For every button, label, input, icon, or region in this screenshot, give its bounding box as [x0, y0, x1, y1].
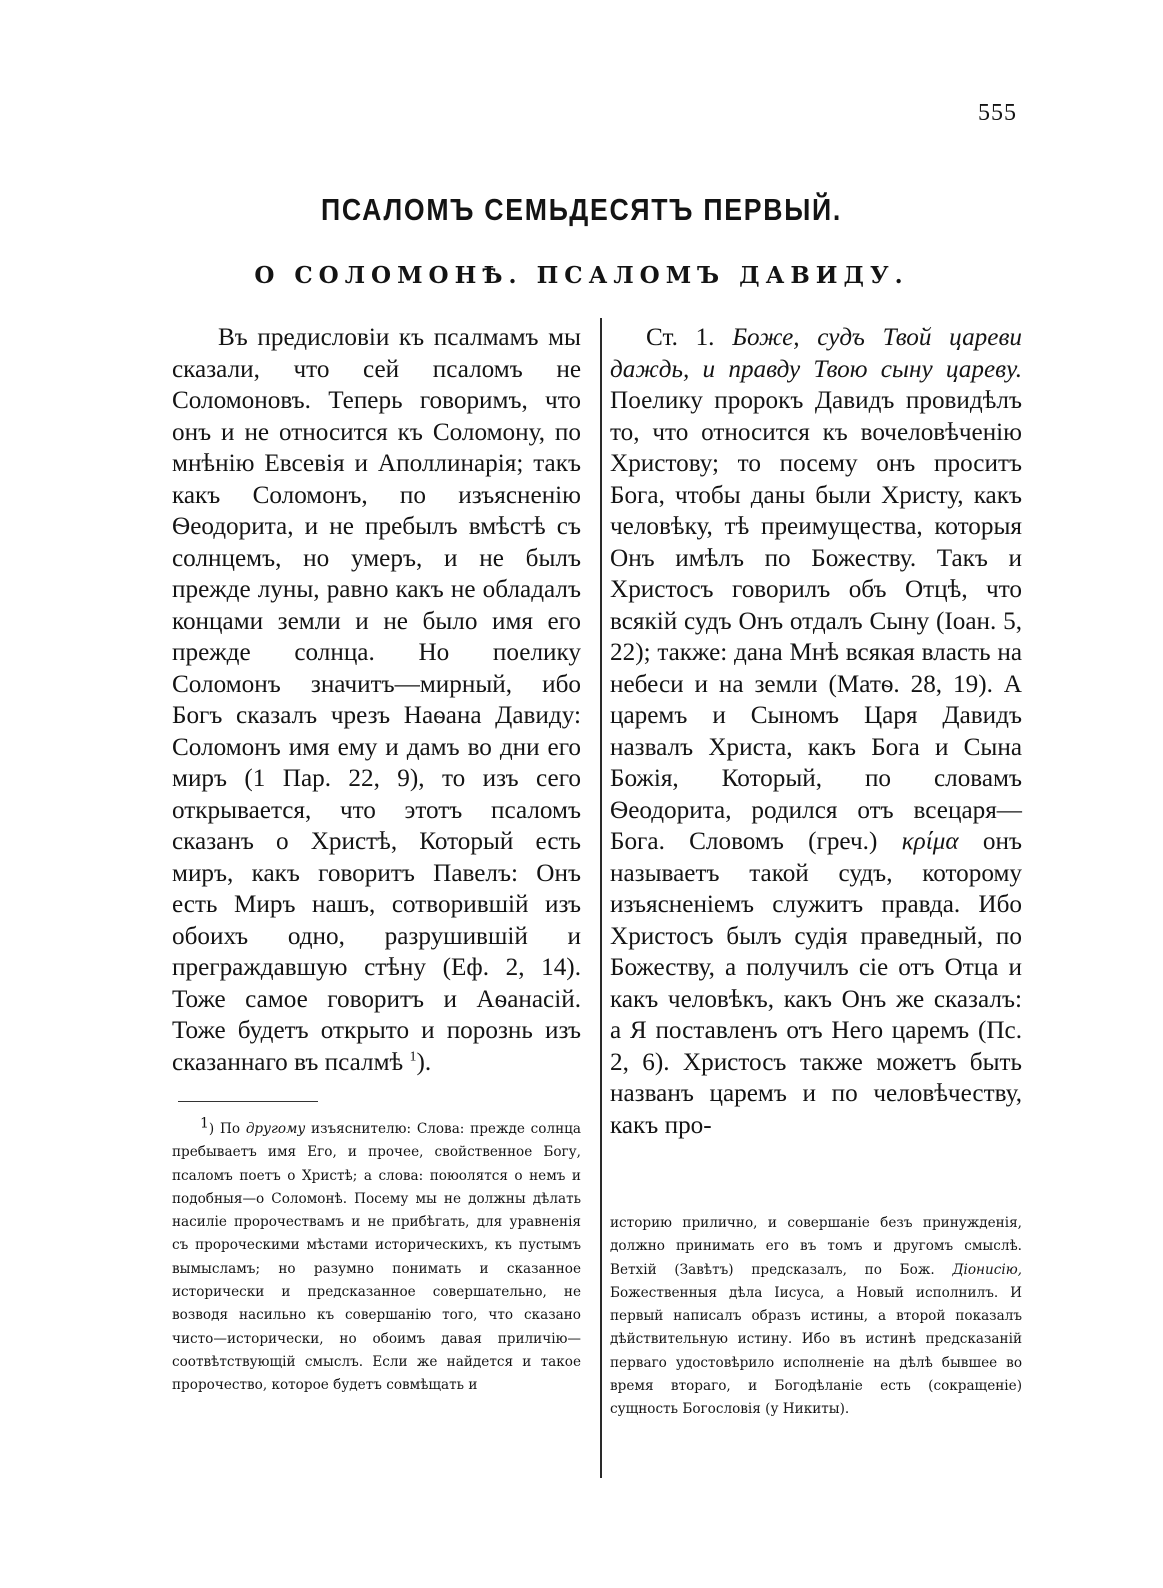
verse-quote: Боже, судъ Твой цареви даждь, и правду Твою сыну цареву.	[610, 324, 1022, 383]
left-body-text	[172, 322, 581, 1078]
chapter-title: ПСАЛОМЪ СЕМЬДЕСЯТЪ ПЕРВЫЙ.	[320, 192, 843, 227]
footnote-marker: 1	[200, 1115, 209, 1132]
verse-number: Ст. 1.	[646, 324, 733, 351]
left-footnote-pre: ) По	[208, 1121, 246, 1137]
greek-word: κρίμα	[901, 828, 959, 855]
right-footnote	[610, 1212, 1022, 1422]
right-footnote-block	[610, 1212, 1022, 1422]
chapter-subtitle: О СОЛОМОНѢ. ПСАЛОМЪ ДАВИДУ.	[254, 262, 909, 289]
left-footnote-em: другому	[245, 1121, 306, 1137]
left-body-end: ).	[416, 1048, 432, 1076]
left-footnote-text: изъяснителю: Слова: прежде солнца пребываетъ имя Его, и прочее, свойственное Богу, псаломъ поетъ о Христѣ; а слова: поюолятся о немъ и подобныя—о Соломонѣ. Посему мы не должны дѣлать насиліе пророчествамъ и не прибѣгать, для уравненія съ пророческими мѣстами историческихъ, къ пустымъ вымысламъ; но разумно понимать и сказанное исторически и предсказанное совершательно, не возводя насильно къ совершанію того, что сказано чисто—исторически, но обоимъ давая приличію—соотвѣтствующій смыслъ. Если же найдется и такое пророчество, которое будетъ совмѣщать и	[172, 1121, 581, 1394]
right-body-text	[610, 322, 1022, 1141]
left-footnote	[172, 1115, 581, 1398]
page-number: 555	[978, 100, 1017, 126]
right-footnote-em: Діонисію,	[952, 1261, 1022, 1278]
right-footnote-pre: историю прилично, и совершаніе безъ принужденія, должно принимать его въ томъ и другомъ смыслѣ. Ветхій (Завѣтъ) предсказалъ, по Бож.	[610, 1215, 1022, 1278]
right-column	[610, 322, 1022, 1141]
right-body-cont: онъ называетъ такой судъ, которому изъясненіемъ служитъ правда. Ибо Христосъ былъ судія праведный, по Божеству, а получилъ сіе отъ Отца и какъ человѣкъ, какъ Онъ же сказалъ: а Я поставленъ отъ Него царемъ (Пс. 2, 6). Христосъ также можетъ быть названъ царемъ и по человѣчеству, какъ про-	[610, 828, 1022, 1139]
left-column	[172, 322, 581, 1398]
column-divider	[600, 318, 602, 1478]
left-body-main: Въ предисловіи къ псалмамъ мы сказали, что сей псаломъ не Соломоновъ. Теперь говоримъ, что онъ и не относится къ Соломону, по мнѣнію Евсевія и Аполлинарія; такъ какъ Соломонъ, по изъясненію Ѳеодорита, и не пребылъ вмѣстѣ съ солнцемъ, но умеръ, и не былъ прежде луны, равно какъ не обладалъ концами земли и не было имя его прежде солнца. Но поелику Соломонъ значитъ—мирный, ибо Богъ сказалъ чрезъ Наѳана Давиду: Соломонъ имя ему и дамъ во дни его миръ (1 Пар. 22, 9), то изъ сего открывается, что этотъ псаломъ сказанъ о Христѣ, Который есть миръ, какъ говоритъ Павелъ: Онъ есть Миръ нашъ, сотворившій изъ обоихъ одно, разрушившій и преграждавшую стѣну (Еф. 2, 14). Тоже самое говоритъ и Аѳанасій. Тоже будетъ открыто и порознь изъ сказаннаго въ псалмѣ	[172, 324, 581, 1076]
footnote-reference: 1	[409, 1049, 417, 1065]
right-footnote-text: Божественныя дѣла Іисуса, а Новый исполнилъ. И первый написалъ образъ истины, а второй показалъ дѣйствительную истину. Ибо въ истинѣ предсказаній перваго удостовѣрило исполненіе на дѣлѣ бывшее во время втораго, и Богодѣланіе есть (сокращеніе) сущность Богословія (у Никиты).	[610, 1284, 1022, 1418]
footnote-rule	[178, 1101, 318, 1102]
right-body-main: Поелику пророкъ Давидъ провидѣлъ то, что относится къ вочеловѣченію Христову; то посему онъ проситъ Бога, чтобы даны были Христу, какъ человѣку, тѣ преимущества, которыя Онъ имѣлъ по Божеству. Такъ и Христосъ говорилъ объ Отцѣ, что всякій судъ Онъ отдалъ Сыну (Іоан. 5, 22); также: дана Мнѣ всякая власть на небеси и на земли (Матѳ. 28, 19). А царемъ и Сыномъ Царя Давидъ назвалъ Христа, какъ Бога и Сына Божія, Который, по словамъ Ѳеодорита, родился отъ всецаря—Бога. Словомъ (греч.)	[610, 387, 1022, 855]
